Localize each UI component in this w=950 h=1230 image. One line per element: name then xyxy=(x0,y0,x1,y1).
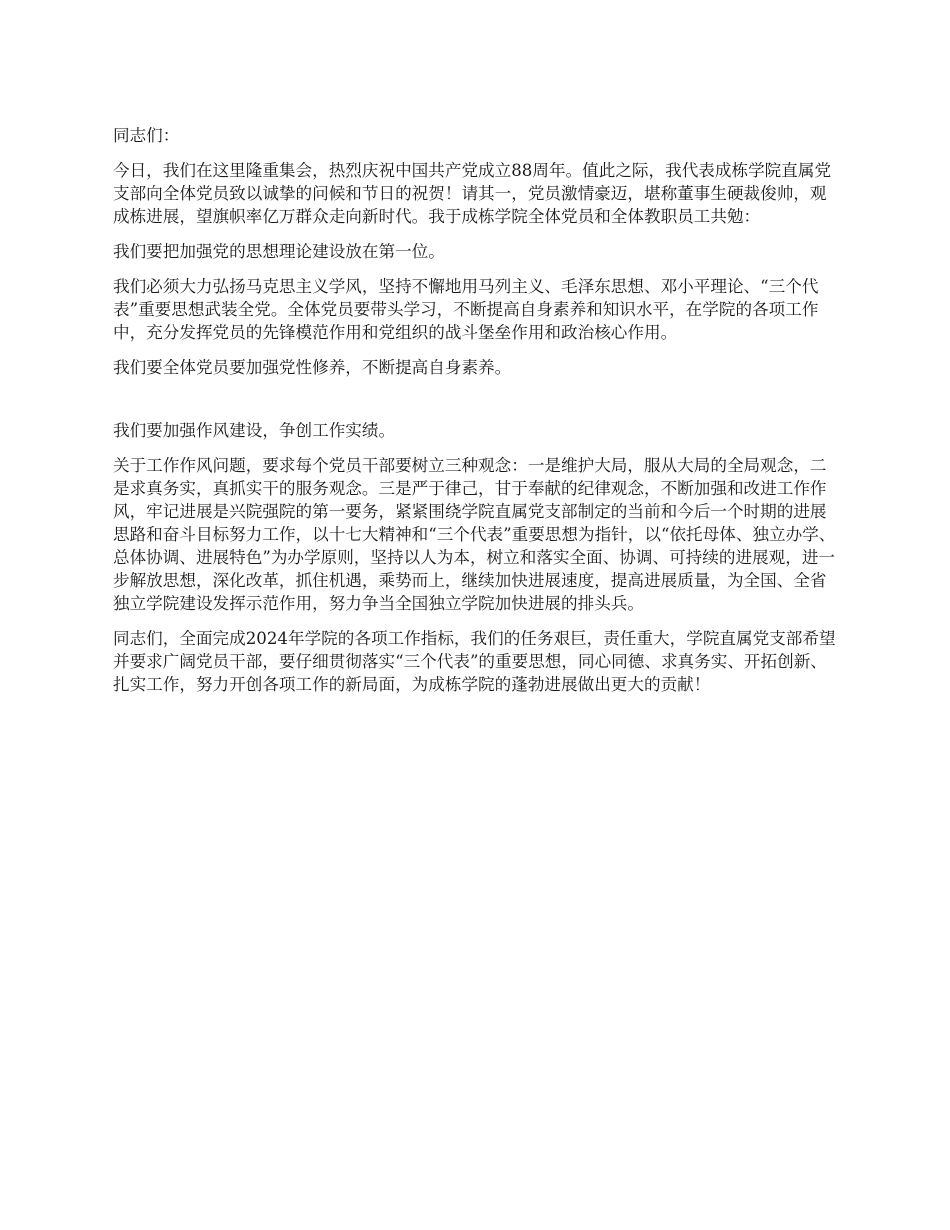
paragraph-theory-body: 我们必须大力弘扬马克思主义学风，坚持不懈地用马列主义、毛泽东思想、邓小平理论、“三个代表”重要思想武装全党。全体党员要带头学习，不断提高自身素养和知识水平，在学院的各项工作中，充分发挥党员的先锋模范作用和党组织的战斗堡垒作用和政治核心作用。 xyxy=(113,277,819,342)
paragraph-style-heading: 我们要加强作风建设，争创工作实绩。 xyxy=(113,421,396,440)
blank-gap xyxy=(113,391,841,419)
document-body xyxy=(113,124,841,708)
paragraph-cultivation: 我们要全体党员要加强党性修养，不断提高自身素养。 xyxy=(113,358,512,377)
paragraph-theory-heading: 我们要把加强党的思想理论建设放在第一位。 xyxy=(113,242,445,261)
paragraph-style-body: 关于工作作风问题，要求每个党员干部要树立三种观念：一是维护大局，服从大局的全局观念，二是求真务实，真抓实干的服务观念。三是严于律己，甘于奉献的纪律观念，不断加强和改进工作作风，牢记进展是兴院强院的第一要务，紧紧围绕学院直属党支部制定的当前和今后一个时期的进展思路和奋斗目标努力工作，以十七大精神和“三个代表”重要思想为指针，以“依托母体、独立办学、总体协调、进展特色”为办学原则，坚持以人为本，树立和落实全面、协调、可持续的进展观，进一步解放思想，深化改革，抓住机遇，乘势而上，继续加快进展速度，提高进展质量，为全国、全省独立学院建设发挥示范作用，努力争当全国独立学院加快进展的排头兵。 xyxy=(113,456,836,613)
paragraph-opening: 今日，我们在这里隆重集会，热烈庆祝中国共产党成立88周年。值此之际，我代表成栋学院直属党支部向全体党员致以诚挚的问候和节日的祝贺！请其一，党员激情豪迈，堪称董事生硬裁俊帅，观成栋进展，望旗帜率亿万群众走向新时代。我于成栋学院全体党员和全体教职员工共勉： xyxy=(113,161,832,226)
salutation: 同志们： xyxy=(113,126,180,145)
paragraph-closing: 同志们，全面完成2024年学院的各项工作指标，我们的任务艰巨，责任重大，学院直属党支部希望并要求广阔党员干部，要仔细贯彻落实“三个代表”的重要思想，同心同德、求真务实、开拓创新、扎实工作，努力开创各项工作的新局面，为成栋学院的蓬勃进展做出更大的贡献！ xyxy=(113,629,836,694)
